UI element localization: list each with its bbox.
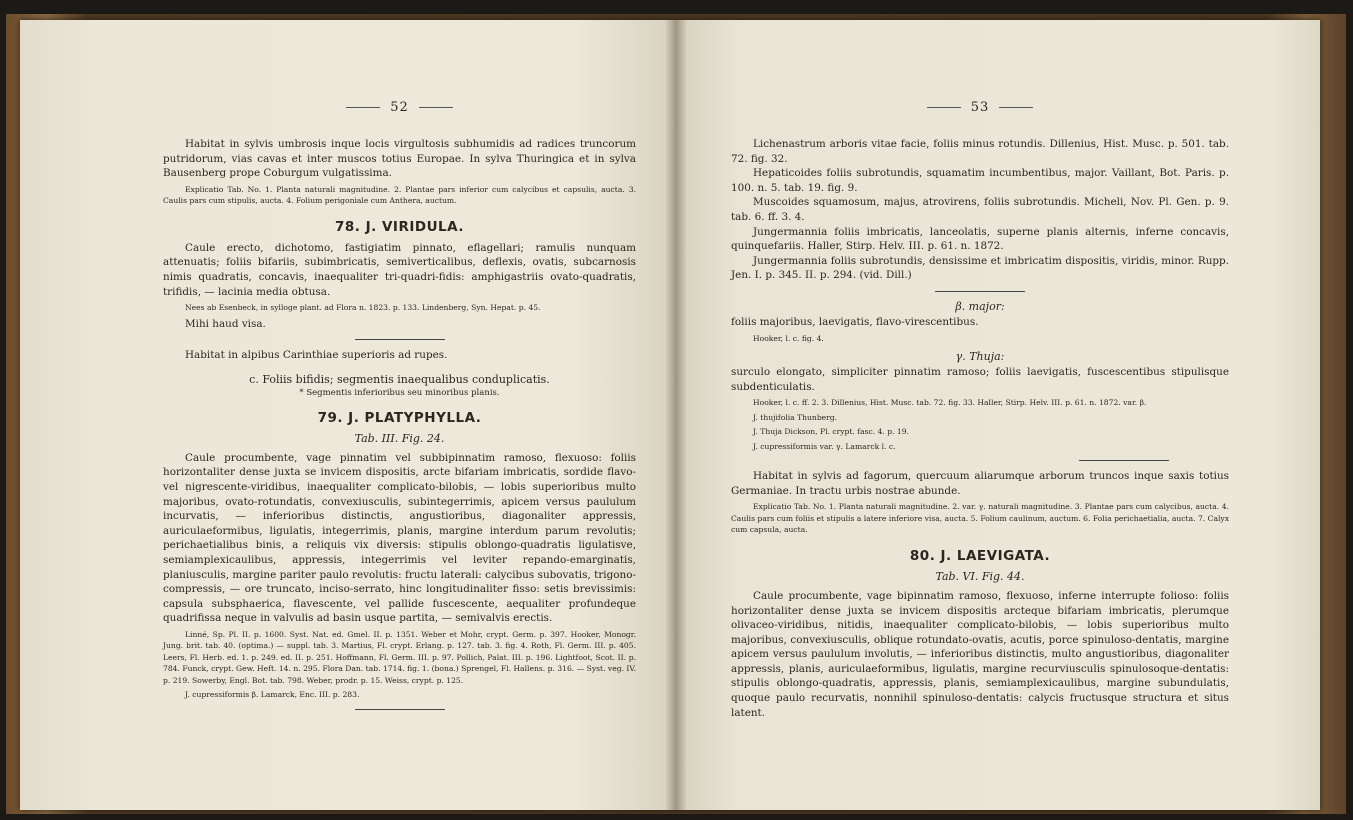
- page-number: 52: [163, 100, 636, 115]
- synonym-entry: Muscoides squamosum, majus, atrovirens, foliis subrotundis. Micheli, Nov. Pl. Gen. p. 9. tab. 6. ff. 3. 4.: [731, 196, 1229, 223]
- synonym-entry: Jungermannia foliis imbricatis, lanceolatis, superne planis alternis, inferne concavis, quinquefariis. Haller, Stirp. Helv. III. p. 61. n. 1872.: [731, 225, 1229, 253]
- habitat-paragraph: Habitat in alpibus Carinthiae superioris ad rupes.: [185, 349, 448, 362]
- divider: [1079, 460, 1169, 461]
- note: Mihi haud visa.: [185, 317, 266, 330]
- synonym-entry: Hepaticoides foliis subrotundis, squamatim incumbentibus, major. Vaillant, Bot. Paris. p. 100. n. 5. tab. 19. fig. 9.: [731, 167, 1229, 194]
- references: Hooker, l. c. ff. 2. 3. Dillenius, Hist. Musc. tab. 72. fig. 33. Haller, Stirp. Helv. III. p. 61. n. 1872. var. β.: [753, 398, 1147, 408]
- species-heading: 78. J. VIRIDULA.: [335, 218, 464, 235]
- references: Hooker, l. c. fig. 4.: [753, 333, 824, 343]
- variety-description: foliis majoribus, laevigatis, flavo-virescentibus.: [731, 315, 979, 328]
- book-gutter: [665, 20, 687, 810]
- synonym-entry: Jungermannia foliis subrotundis, densissime et imbricatim dispositis, viridis, minor. Rupp. Jen. I. p. 345. II. p. 294. (vid. Dill.): [731, 254, 1229, 282]
- left-page: [20, 20, 675, 810]
- divider: [355, 339, 445, 340]
- divider: [935, 291, 1025, 292]
- references: Nees ab Esenbeck, in sylloge plant. ad Flora n. 1823. p. 133. Lindenberg, Syn. Hepat. p. 45.: [185, 303, 541, 313]
- plate-explanation: Explicatio Tab. No. 1. Planta naturali magnitudine. 2. var. γ. naturali magnitudine. 3. Plantae pars cum calycibus, aucta. 4. Caulis pars cum foliis et stipulis a latere inferiore visa, aucta. 5. Folium caulinum, auctum. 6. Folia perichaetialia, aucta. 7. Calyx cum capsula, aucta.: [731, 502, 1229, 535]
- variety-heading: β. major:: [955, 299, 1005, 313]
- species-heading: 80. J. LAEVIGATA.: [909, 547, 1051, 564]
- plate-reference: Tab. VI. Fig. 44.: [935, 569, 1025, 583]
- section-subheading: * Segmentis inferioribus seu minoribus planis.: [299, 387, 500, 398]
- plate-explanation: Explicatio Tab. No. 1. Planta naturali magnitudine. 2. Plantae pars inferior cum calycibus et capsulis, aucta. 3. Caulis pars cum stipulis, aucta. 4. Folium perigoniale cum Anthera, auctum.: [163, 184, 636, 206]
- species-description: Caule procumbente, vage bipinnatim ramoso, flexuoso, inferne interrupte folioso: foliis horizontaliter dense juxta se invicem dispositis arcteque bifariam imbricatis, plerumque olivaceo-viridibus, nitidis, inaequaliter complicato-bilobis, — lobis superioribus multo majoribus, convexiusculis, oblique rotundato-ovatis, acutis, porce spinuloso-dentatis, margine apicem versus paululum involutis, — inferioribus distinctis, multo angustioribus, diagonaliter appressis, planis, auriculaeformibus, ligulatis, margine recurviusculis spinulosoque-dentatis: stipulis oblongo-quadratis, appressis, planis, semiamplexicaulibus, margine subundulatis, quoque paulo recurvatis, nonnihil spinuloso-dentatis: calycis fructusque structura et situs latent.: [731, 589, 1229, 719]
- species-description: Caule erecto, dichotomo, fastigiatim pinnato, eflagellari; ramulis nunquam attenuatis; foliis bifariis, subimbricatis, semiverticalibus, deflexis, ovatis, subcarnosis nimis quadratis, concavis, inaequaliter tri-quadri-fidis: amphigastriis ovato-quadratis, trifidis, — lacinia media obtusa.: [163, 241, 636, 298]
- species-heading: 79. J. PLATYPHYLLA.: [317, 409, 482, 426]
- habitat-paragraph: Habitat in sylvis ad fagorum, quercuum aliarumque arborum truncos inque saxis totius Germaniae. In tractu urbis nostrae abunde.: [731, 470, 1229, 497]
- right-page-content: [731, 100, 1229, 720]
- divider: [355, 709, 445, 710]
- references: Linné, Sp. Pl. II. p. 1600. Syst. Nat. ed. Gmel. II. p. 1351. Weber et Mohr, crypt. Germ. p. 397. Hooker, Monogr. Jung. brit. tab. 40. (optima.) — suppl. tab. 3. Martius, Fl. crypt. Erlang. p. 127. tab. 3. fig. 4. Roth, Fl. Germ. III. p. 405. Leers, Fl. Herb. ed. 1. p. 249. ed. II. p. 251. Hoffmann, Fl. Germ. III. p. 97. Pollich, Palat. III. p. 196. Lightfoot, Scot. II. p. 784. Funck, crypt. Gew. Heft. 14. n. 295. Flora Dan. tab. 1714. fig. 1. (bona.) Sprengel, Fl. Hallens. p. 316. — Syst. veg. IV. p. 219. Sowerby, Engl. Bot. tab. 798. Weber, prodr. p. 15. Weiss, crypt. p. 125.: [163, 629, 636, 685]
- habitat-paragraph: Habitat in sylvis umbrosis inque locis virgultosis subhumidis ad radices truncorum putridorum, vias cavas et inter muscos totius Europae. In sylva Thuringica et in sylva Bausenberg prope Coburgum vulgatissima.: [163, 138, 636, 180]
- page-number: 53: [731, 100, 1229, 115]
- references: J. cupressiformis var. γ. Lamarck l. c.: [753, 441, 896, 451]
- references: J. Thuja Dickson, Pl. crypt. fasc. 4. p. 19.: [753, 427, 910, 437]
- open-book: [20, 20, 1320, 810]
- section-heading: c. Foliis bifidis; segmentis inaequalibus conduplicatis.: [249, 372, 550, 386]
- variety-heading: γ. Thuja:: [955, 350, 1005, 364]
- plate-reference: Tab. III. Fig. 24.: [354, 431, 445, 445]
- species-description: Caule procumbente, vage pinnatim vel subbipinnatim ramoso, flexuoso: foliis horizontaliter dense juxta se invicem dispositis, arcte bifariam imbricatis, sordide flavo-vel nigrescente-viridibus, inaequaliter complicato-bilobis, — lobis superioribus multo majoribus, ovato-rotundatis, convexiusculis, subintegerrimis, apicem versus paululum incurvatis, — inferioribus distinctis, angustioribus, diagonaliter appressis, auriculaeformibus, ligulatis, integerrimis, planis, margine interdum parum revolutis; perichaetialibus binis, a reliquis vix diversis: stipulis oblongo-quadratis ligulatisve, semiamplexicaulibus, appressis, integerrimis vel leviter repando-emarginatis, planiusculis, margine pariter paulo revolutis: fructu laterali: calycibus subovatis, trigono-compressis, — ore truncato, inciso-serrato, hinc longitudinaliter fisso: setis brevissimis: capsula subsphaerica, flavescente, vel pallide fuscescente, aequaliter profundeque quadrifissa neque in valvulis ad basin usque partita, — semivalvis erectis.: [163, 451, 636, 625]
- synonym-entry: Lichenastrum arboris vitae facie, foliis minus rotundis. Dillenius, Hist. Musc. p. 501. tab. 72. fig. 32.: [731, 138, 1229, 165]
- variety-description: surculo elongato, simpliciter pinnatim ramoso; foliis laevigatis, fuscescentibus stipulisque subdenticulatis.: [731, 366, 1229, 393]
- references: J. thujifolia Thunberg.: [753, 412, 838, 422]
- synonym: J. cupressiformis β. Lamarck, Enc. III. p. 283.: [185, 690, 360, 700]
- left-page-content: [163, 100, 636, 718]
- right-page: [675, 20, 1320, 810]
